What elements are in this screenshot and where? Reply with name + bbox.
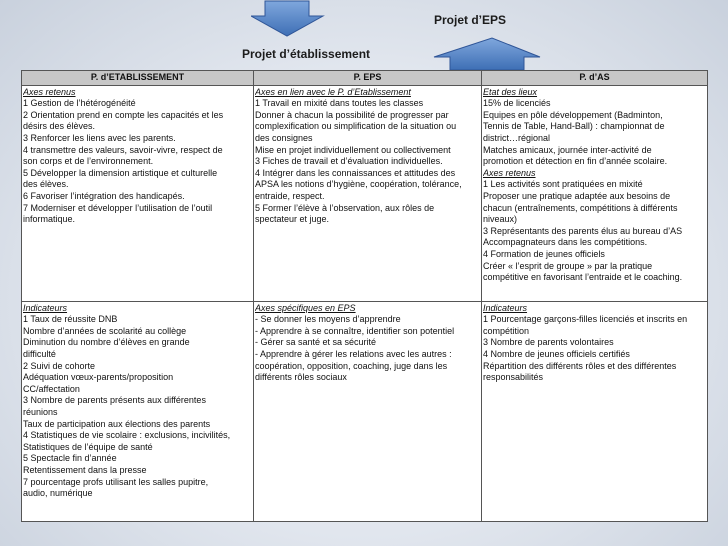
cell-line: son corps et de l’environnement. — [23, 156, 154, 167]
cell-line: Créer « l’esprit de groupe » par la pratique — [483, 260, 653, 271]
cell-eps-axes — [254, 85, 482, 301]
cell-line: 7 Moderniser et développer l’utilisation de l’outil — [23, 202, 213, 213]
cell-heading: Indicateurs — [23, 302, 68, 313]
cell-line: 3 Nombre de parents présents aux différentes — [23, 395, 206, 406]
cell-line: 1 Travail en mixité dans toutes les classes — [255, 98, 424, 109]
cell-line: 5 Former l’élève à l’observation, aux rôles de — [255, 202, 435, 213]
cell-line: 4 Formation de jeunes officiels — [483, 248, 605, 259]
cell-line: 2 Orientation prend en compte les capacités et les — [23, 109, 224, 120]
cell-line: Statistiques de l’équipe de santé — [23, 441, 153, 452]
table-header-row — [22, 71, 708, 86]
cell-line: Proposer une pratique adaptée aux besoins de — [483, 190, 671, 201]
cell-line: Diminution du nombre d’élèves en grande — [23, 337, 190, 348]
cell-line: 3 Nombre de parents volontaires — [483, 337, 614, 348]
table-row-axes — [22, 85, 708, 301]
cell-line: promotion et détection en fin d’année scolaire. — [483, 156, 668, 167]
cell-line: 4 Nombre de jeunes officiels certifiés — [483, 348, 630, 359]
cell-line: APSA les notions d’hygiène, coopération, tolérance, — [255, 179, 462, 190]
cell-heading: Indicateurs — [483, 302, 528, 313]
column-header-etablissement: P. d’ETABLISSEMENT — [22, 71, 254, 86]
cell-as-axes — [482, 85, 708, 301]
cell-line: complexification ou simplification de la situation ou — [255, 121, 457, 132]
cell-line: 15% de licenciés — [483, 98, 551, 109]
cell-line: Matches amicaux, journée inter-activité de — [483, 144, 652, 155]
up-arrow-icon — [432, 37, 542, 71]
cell-line: Répartition des différents rôles et des différentes — [483, 360, 677, 371]
cell-line: 3 Fiches de travail et d’évaluation individuelles. — [255, 156, 443, 167]
cell-line: difficulté — [23, 348, 56, 359]
cell-line: réunions — [23, 406, 58, 417]
projet-etablissement-label: Projet d’établissement — [242, 47, 371, 61]
cell-line: Equipes en pôle développement (Badminton, — [483, 109, 663, 120]
cell-line: informatique. — [23, 214, 76, 225]
cell-line: chacun (entraînements, compétitions à différents — [483, 202, 678, 213]
cell-line: 1 Pourcentage garçons-filles licenciés et inscrits en — [483, 314, 688, 325]
cell-heading: Etat des lieux — [483, 86, 538, 97]
projet-eps-label: Projet d’EPS — [434, 13, 507, 27]
cell-line: différents rôles sociaux — [255, 372, 347, 383]
cell-line: 1 Taux de réussite DNB — [23, 314, 118, 325]
cell-line: 5 Développer la dimension artistique et culturelle — [23, 167, 218, 178]
cell-line: 3 Représentants des parents élus au bureau d’AS — [483, 225, 683, 236]
cell-line: 1 Les activités sont pratiquées en mixité — [483, 179, 643, 190]
cell-line: Adéquation vœux-parents/proposition — [23, 372, 174, 383]
cell-eps-indicateurs — [254, 301, 482, 521]
cell-line: Nombre d’années de scolarité au collège — [23, 325, 187, 336]
cell-line: responsabilités — [483, 372, 544, 383]
cell-line: 4 Intégrer dans les connaissances et attitudes des — [255, 167, 456, 178]
cell-line: 2 Suivi de cohorte — [23, 360, 96, 371]
cell-heading: Axes en lien avec le P. d’Etablissement — [255, 86, 411, 97]
cell-as-indicateurs — [482, 301, 708, 521]
cell-etab-indicateurs — [22, 301, 254, 521]
cell-line: 3 Renforcer les liens avec les parents. — [23, 132, 176, 143]
cell-line: Retentissement dans la presse — [23, 464, 147, 475]
cell-line: compétition — [483, 325, 530, 336]
cell-line: CC/affectation — [23, 383, 80, 394]
cell-line: Donner à chacun la possibilité de progresser par — [255, 109, 449, 120]
cell-line: compétitive en favorisant l’entraide et le coaching. — [483, 272, 683, 283]
cell-line: - Apprendre à se connaître, identifier son potentiel — [255, 325, 455, 336]
cell-line: district…régional — [483, 132, 551, 143]
cell-line: audio, numérique — [23, 488, 93, 499]
cell-heading: Axes spécifiques en EPS — [255, 302, 356, 313]
down-arrow-icon — [251, 0, 331, 40]
cell-heading: Axes retenus — [483, 167, 536, 178]
cell-line: 6 Favoriser l’intégration des handicapés. — [23, 190, 185, 201]
cell-line: 7 pourcentage profs utilisant les salles pupitre, — [23, 476, 209, 487]
projects-table — [21, 70, 708, 522]
cell-line: Accompagnateurs dans les compétitions. — [483, 237, 648, 248]
column-header-as: P. d’AS — [482, 71, 708, 86]
cell-line: Mise en projet individuellement ou collectivement — [255, 144, 451, 155]
cell-line: des consignes — [255, 132, 313, 143]
cell-line: - Apprendre à gérer les relations avec les autres : — [255, 348, 452, 359]
table-row-indicateurs — [22, 301, 708, 521]
cell-line: niveaux) — [483, 214, 518, 225]
cell-line: 4 transmettre des valeurs, savoir-vivre, respect de — [23, 144, 223, 155]
cell-etab-axes — [22, 85, 254, 301]
cell-line: 4 Statistiques de vie scolaire : exclusions, incivilités, — [23, 430, 231, 441]
cell-line: spectateur et juge. — [255, 214, 330, 225]
cell-line: - Gérer sa santé et sa sécurité — [255, 337, 377, 348]
cell-line: désirs des élèves. — [23, 121, 96, 132]
cell-line: coopération, opposition, coaching, juge dans les — [255, 360, 448, 371]
cell-line: - Se donner les moyens d’apprendre — [255, 314, 401, 325]
cell-line: des élèves. — [23, 179, 69, 190]
column-header-eps: P. EPS — [254, 71, 482, 86]
cell-line: Tennis de Table, Hand-Ball) : championnat de — [483, 121, 665, 132]
cell-line: entraide, respect. — [255, 190, 325, 201]
cell-line: Taux de participation aux élections des parents — [23, 418, 211, 429]
cell-line: 5 Spectacle fin d’année — [23, 453, 117, 464]
cell-line: 1 Gestion de l’hétérogénéité — [23, 98, 136, 109]
cell-heading: Axes retenus — [23, 86, 76, 97]
